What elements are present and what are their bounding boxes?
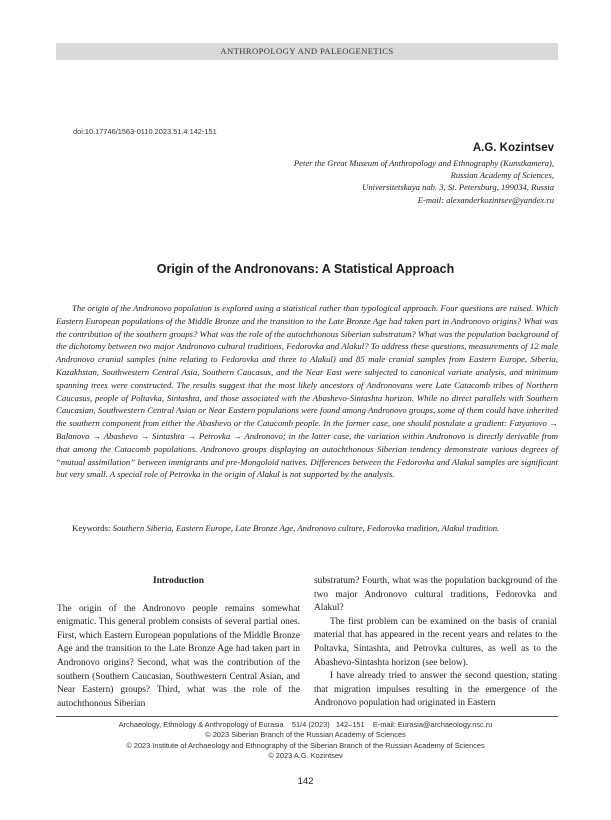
keywords-text: Southern Siberia, Eastern Europe, Late Bronze Age, Andronovo culture, Fedorovka tradition, Alakul tradition. bbox=[112, 523, 500, 533]
page-number: 142 bbox=[297, 776, 314, 787]
body-paragraph: I have already tried to answer the second question, stating that migration impulses resulting in the emergence of the Andronovo population had originated in Eastern bbox=[314, 671, 557, 709]
footer-copyright: © 2023 Institute of Archaeology and Ethnography of the Siberian Branch of the Russian Academy of Sciences bbox=[126, 740, 485, 750]
body-paragraph: The first problem can be examined on the basis of cranial material that has appeared in the recent years and relates to the Poltavka, Sintashta, and Petrovka cultures, as well as to the Abashevo-Sintashta horizon (see below). bbox=[314, 616, 557, 668]
abstract: The origin of the Andronovo population is explored using a statistical rather than typological approach. Four questions are raised. Which Eastern European populations of the Middle Bronze and the transition to the Late Bronze Age had taken part in Andronovo origins? What was the contribution of the southern groups? What was the role of the autochthonous Siberian substratum? What was the population background of the dichotomy between two major Andronovo cultural traditions, Fedorovka and Alakul? To address these questions, measurements of 12 male Andronovo cranial samples (nine relating to Fedorovka and three to Alakul) and 85 male cranial samples from Eastern Europe, Siberia, Kazakhstan, Southwestern Central Asia, Southern Caucasus, and the Near East were subjected to canonical variate analysis, and minimum spanning trees were constructed. The results suggest that the most likely ancestors of Andronovans were Late Catacomb tribes of Northern Caucasus, people of Poltavka, Sintashta, and those associated with the Abashevo-Sintashta horizon. While no direct parallels with Southern Caucasian, Southwestern Central Asian or Near Eastern populations were found among Andronovo groups, some of them could have inherited the southern component from either the Abashevo or the Catacomb people. In the former case, one should postulate a gradient: Fatyanovo → Balanovo → Abashevo → Sintashta → Petrovka → Andronovo; in the latter case, the variation within Andronovo is directly derivable from that among the Catacomb populations. Andronovo groups displaying an autochthonous Siberian tendency demonstrate various degrees of “mutual assimilation” between immigrants and pre-Mongoloid natives. Differences between the Fedorovka and Alakul samples are significant but very small. A special role of Petrovka in the origin of Alakul is not supported by the analysis. bbox=[56, 303, 558, 480]
footer-copyright: © 2023 Siberian Branch of the Russian Academy of Sciences bbox=[205, 730, 406, 740]
right-column bbox=[314, 575, 557, 711]
keywords-label: Keywords: bbox=[72, 523, 111, 533]
article-title: Origin of the Andronovans: A Statistical Approach bbox=[156, 262, 455, 276]
footer-divider bbox=[56, 716, 558, 717]
footer-journal-line: Archaeology, Ethnology & Anthropology of Eurasia 51/4 (2023) 142–151 E-mail: Eurasia@archaeology.nsc.ru bbox=[118, 720, 493, 729]
body-paragraph: substratum? Fourth, what was the population background of the two major Andronovo cultural traditions, Fedorovka and Alakul? bbox=[314, 576, 557, 614]
section-heading-introduction: Introduction bbox=[153, 576, 204, 586]
keywords bbox=[56, 522, 558, 535]
affiliation-line: Russian Academy of Sciences, bbox=[450, 170, 554, 181]
affiliation-line: Universitetskaya nab. 3, St. Petersburg, 199034, Russia bbox=[362, 182, 554, 193]
body-paragraph: The origin of the Andronovo people remains somewhat enigmatic. This general problem consists of several partial ones. First, which Eastern European populations of the Middle Bronze Age and the transition to the Late Bronze Age had taken part in Andronovo origins? Second, what was the contribution of the southern (Southern Caucasian, Southwestern Central Asian, and Near Eastern) groups? Third, what was the role of the autochthonous Siberian bbox=[57, 603, 300, 709]
author-email[interactable]: E-mail: alexanderkozintsev@yandex.ru bbox=[417, 194, 554, 205]
author-block bbox=[294, 142, 554, 206]
section-header: ANTHROPOLOGY AND PALEOGENETICS bbox=[56, 43, 558, 60]
doi-link[interactable]: doi:10.17746/1563-0110.2023.51.4.142-151 bbox=[73, 127, 217, 136]
footer-copyright: © 2023 A.G. Kozintsev bbox=[268, 751, 343, 761]
author-name: A.G. Kozintsev bbox=[472, 142, 554, 154]
affiliation-line: Peter the Great Museum of Anthropology and Ethnography (Kunstkamera), bbox=[293, 158, 554, 168]
left-column bbox=[57, 575, 300, 711]
footer bbox=[0, 720, 611, 762]
